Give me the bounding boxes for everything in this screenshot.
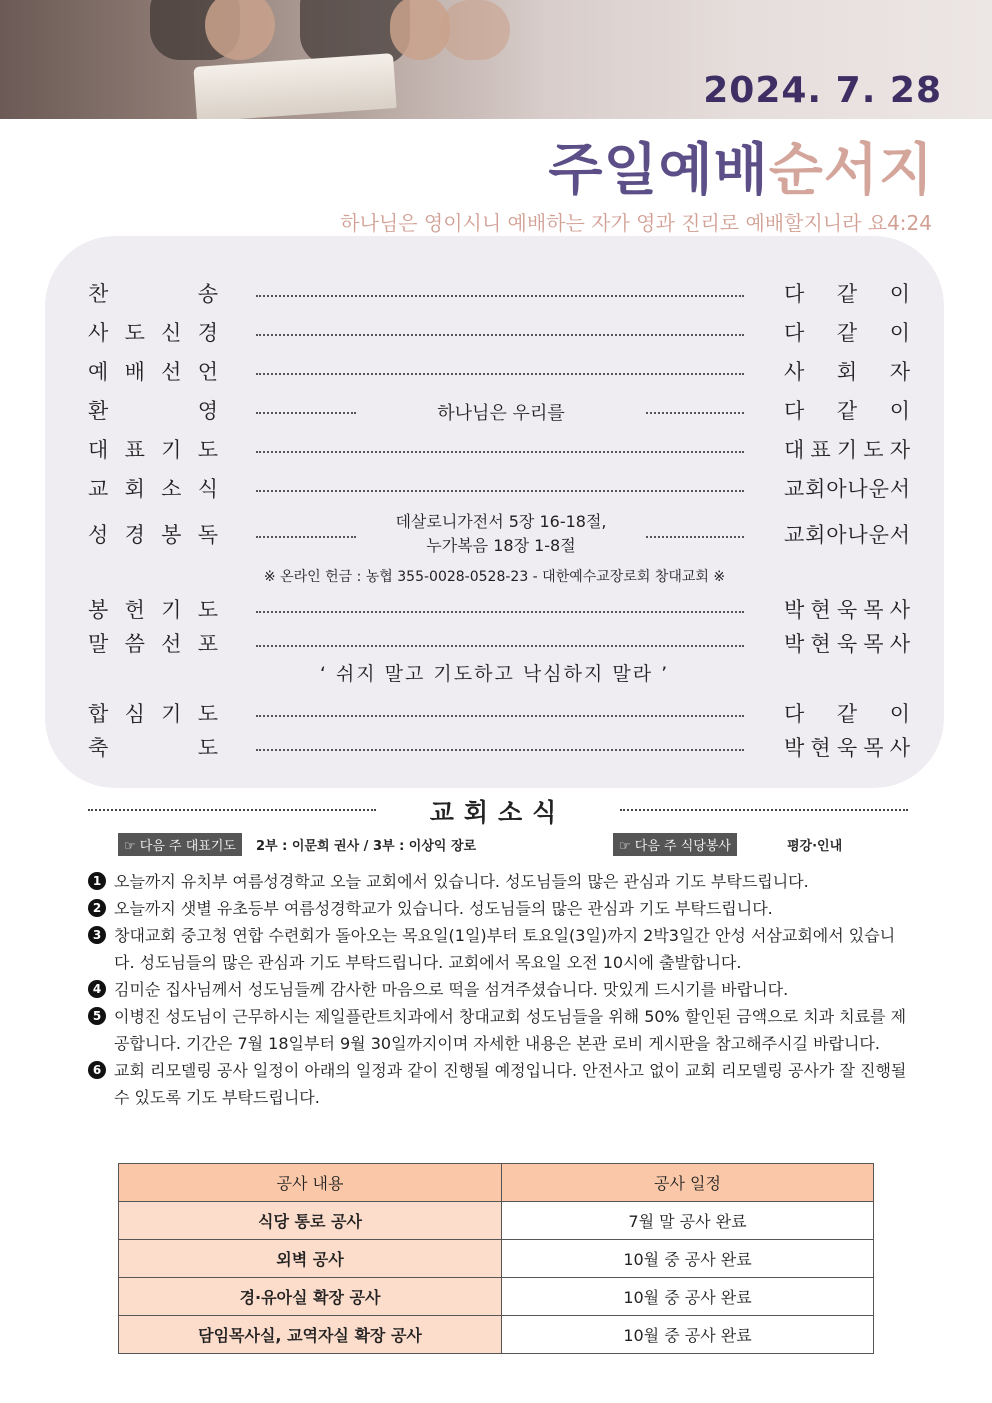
news-text: 오늘까지 샛별 유초등부 여름성경학교가 있습니다. 성도님들의 많은 관심과 기도 부탁드립니다. bbox=[114, 899, 773, 918]
worship-order-row bbox=[88, 317, 910, 347]
list-item bbox=[88, 976, 908, 1003]
news-text: 이병진 성도님이 근무하시는 제일플란트치과에서 창대교회 성도님들을 위해 50% 할인된 금액으로 치과 치료를 제공합니다. 기간은 7월 18일부터 9월 30일까지이며 자세한 내용은 본관 로비 게시판을 참고해주시길 바랍니다. bbox=[114, 1007, 907, 1053]
item-number-badge: 5 bbox=[88, 1007, 106, 1025]
news-text: 교회 리모델링 공사 일정이 아래의 일정과 같이 진행될 예정입니다. 안전사고 없이 교회 리모델링 공사가 잘 진행될 수 있도록 기도 부탁드립니다. bbox=[114, 1061, 907, 1107]
column-header: 공사 내용 bbox=[119, 1164, 502, 1202]
leader-dots bbox=[256, 536, 356, 538]
online-offering-note: ※ 온라인 헌금 : 농협 355-0028-0528-23 - 대한예수교장로회 창대교회 ※ bbox=[263, 569, 726, 585]
list-item bbox=[88, 1057, 908, 1111]
order-item-leader: 박 현 욱 목 사 bbox=[784, 736, 910, 760]
order-item-leader: 박 현 욱 목 사 bbox=[784, 632, 910, 656]
order-item-label: 사 도 신 경 bbox=[88, 321, 218, 345]
work-item-cell: 담임목사실, 교역자실 확장 공사 bbox=[119, 1316, 502, 1354]
item-number-badge: 3 bbox=[88, 926, 106, 944]
news-list bbox=[88, 868, 908, 1111]
news-text: 김미순 집사님께서 성도님들께 감사한 마음으로 떡을 섬겨주셨습니다. 맛있게 드시기를 바랍니다. bbox=[114, 980, 789, 999]
table-row bbox=[119, 1240, 874, 1278]
next-prayer bbox=[118, 833, 476, 855]
leader-dots bbox=[646, 412, 744, 414]
order-item-label: 봉 헌 기 도 bbox=[88, 598, 218, 622]
leader-dots bbox=[256, 412, 356, 414]
work-schedule-cell: 10월 중 공사 완료 bbox=[502, 1240, 874, 1278]
table-header-row bbox=[119, 1164, 874, 1202]
order-item-label: 환 영 bbox=[88, 399, 218, 423]
leader-dots bbox=[256, 490, 744, 492]
worship-order-row bbox=[88, 395, 910, 425]
leader-dots bbox=[256, 611, 744, 613]
order-item-label: 예 배 선 언 bbox=[88, 360, 218, 384]
news-text: 창대교회 중고청 연합 수련회가 돌아오는 목요일(1일)부터 토요일(3일)까지 2박3일간 안성 서삼교회에서 있습니다. 성도님들의 많은 관심과 기도 부탁드립니다. 교회에서 목요일 오전 10시에 출발합니다. bbox=[114, 926, 896, 972]
next-meal-tag: ☞ 다음 주 식당봉사 bbox=[613, 833, 737, 856]
work-schedule-cell: 10월 중 공사 완료 bbox=[502, 1316, 874, 1354]
table-row bbox=[119, 1278, 874, 1316]
list-item bbox=[88, 895, 908, 922]
order-item-leader: 다 같 이 bbox=[784, 282, 910, 306]
order-item-label: 성 경 봉 독 bbox=[88, 523, 218, 547]
work-schedule-cell: 10월 중 공사 완료 bbox=[502, 1278, 874, 1316]
news-text: 오늘까지 유치부 여름성경학교 오늘 교회에서 있습니다. 성도님들의 많은 관심과 기도 부탁드립니다. bbox=[114, 872, 809, 891]
item-number-badge: 2 bbox=[88, 899, 106, 917]
list-item bbox=[88, 922, 908, 976]
item-number-badge: 1 bbox=[88, 872, 106, 890]
order-item-label: 교 회 소 식 bbox=[88, 477, 218, 501]
leader-dots bbox=[256, 645, 744, 647]
hand-shape bbox=[440, 0, 510, 60]
order-item-detail: 데살로니가전서 5장 16-18절, 누가복음 18장 1-8절 bbox=[395, 512, 607, 555]
list-item bbox=[88, 1003, 908, 1057]
news-title: 교회소식 bbox=[429, 798, 567, 827]
worship-order-row bbox=[88, 473, 910, 503]
order-item-label: 말 씀 선 포 bbox=[88, 632, 218, 656]
divider bbox=[620, 809, 908, 811]
worship-order-row bbox=[88, 434, 910, 464]
worship-order-row bbox=[88, 628, 910, 658]
leader-dots bbox=[256, 749, 744, 751]
column-header: 공사 일정 bbox=[502, 1164, 874, 1202]
service-date: 2024. 7. 28 bbox=[703, 70, 942, 111]
header-banner bbox=[0, 0, 992, 119]
order-item-label: 합 심 기 도 bbox=[88, 702, 218, 726]
order-item-leader: 사 회 자 bbox=[784, 360, 910, 384]
item-number-badge: 6 bbox=[88, 1061, 106, 1079]
next-prayer-text: 2부 : 이문희 권사 / 3부 : 이상익 장로 bbox=[255, 838, 477, 854]
leader-dots bbox=[256, 715, 744, 717]
order-item-leader: 박 현 욱 목 사 bbox=[784, 598, 910, 622]
news-header bbox=[88, 793, 908, 825]
worship-order-row bbox=[88, 732, 910, 762]
work-schedule-cell: 7월 말 공사 완료 bbox=[502, 1202, 874, 1240]
order-item-leader: 대 표 기 도 자 bbox=[784, 438, 910, 462]
item-number-badge: 4 bbox=[88, 980, 106, 998]
order-item-leader: 교 회 아 나 운 서 bbox=[784, 477, 910, 501]
leader-dots bbox=[256, 373, 744, 375]
order-item-leader: 교 회 아 나 운 서 bbox=[784, 523, 910, 547]
leader-dots bbox=[256, 295, 744, 297]
next-meal bbox=[613, 833, 842, 855]
order-item-label: 찬 송 bbox=[88, 282, 218, 306]
worship-order-row bbox=[88, 512, 910, 555]
theme-verse: 하나님은 영이시니 예배하는 자가 영과 진리로 예배할지니라 요4:24 bbox=[340, 211, 932, 235]
worship-order-row bbox=[88, 278, 910, 308]
leader-dots bbox=[646, 536, 744, 538]
work-item-cell: 외벽 공사 bbox=[119, 1240, 502, 1278]
work-item-cell: 경·유아실 확장 공사 bbox=[119, 1278, 502, 1316]
order-item-leader: 다 같 이 bbox=[784, 321, 910, 345]
worship-order-row bbox=[88, 594, 910, 624]
list-item bbox=[88, 868, 908, 895]
page-title: 주일예배순서지 bbox=[548, 138, 934, 203]
order-item-detail: 하나님은 우리를 bbox=[437, 403, 565, 424]
order-item-leader: 다 같 이 bbox=[784, 399, 910, 423]
worship-order-row bbox=[88, 698, 910, 728]
leader-dots bbox=[256, 334, 744, 336]
order-item-leader: 다 같 이 bbox=[784, 702, 910, 726]
sermon-title: ‘ 쉬지 말고 기도하고 낙심하지 말라 ’ bbox=[319, 663, 670, 685]
work-item-cell: 식당 통로 공사 bbox=[119, 1202, 502, 1240]
order-item-label: 대 표 기 도 bbox=[88, 438, 218, 462]
construction-schedule-table bbox=[118, 1163, 874, 1354]
leader-dots bbox=[256, 451, 744, 453]
next-prayer-tag: ☞ 다음 주 대표기도 bbox=[118, 833, 242, 856]
table-row bbox=[119, 1316, 874, 1354]
bible-book bbox=[193, 53, 396, 119]
next-meal-text: 평강·인내 bbox=[786, 838, 843, 854]
table-row bbox=[119, 1202, 874, 1240]
order-item-label: 축 도 bbox=[88, 736, 218, 760]
worship-order-row bbox=[88, 356, 910, 386]
